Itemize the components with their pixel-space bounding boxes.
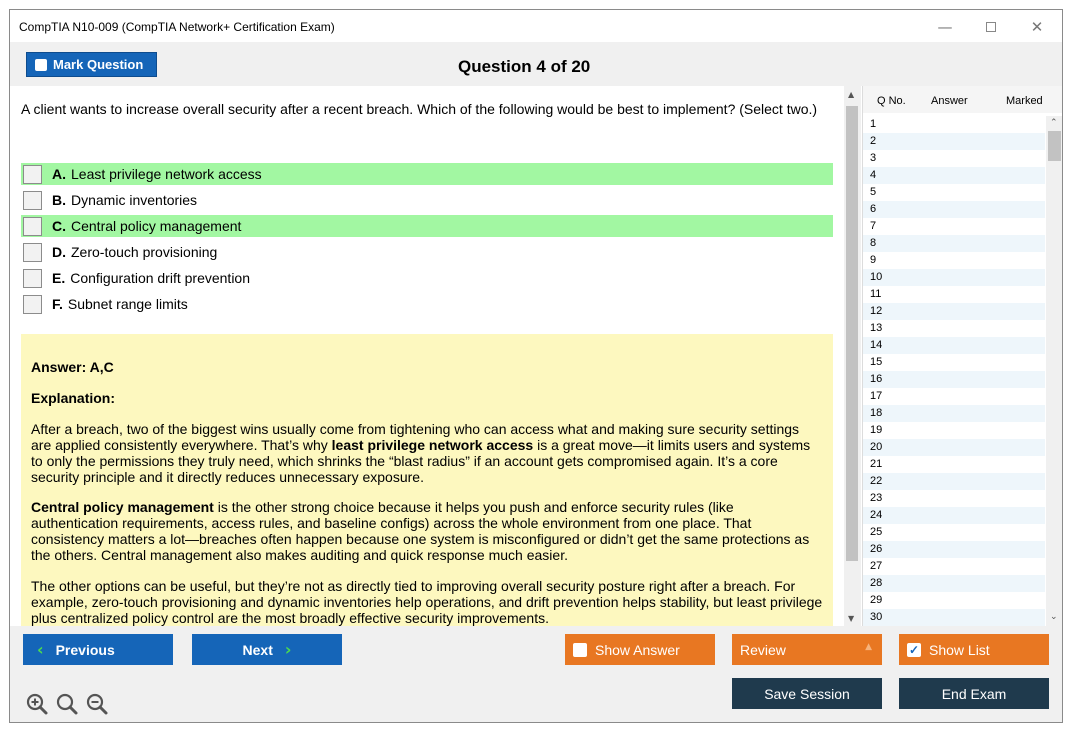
- checkbox-checked-icon: ✓: [908, 642, 920, 657]
- review-label: Review: [740, 641, 786, 658]
- question-list-rows: [863, 116, 1045, 626]
- question-list-row[interactable]: 23: [870, 492, 883, 504]
- minimize-icon: —: [937, 18, 953, 36]
- choice-b[interactable]: [21, 189, 833, 211]
- choice-text: Subnet range limits: [67, 296, 188, 312]
- question-list-row[interactable]: 21: [870, 458, 883, 470]
- question-list-row[interactable]: 3: [870, 152, 877, 164]
- question-list-row[interactable]: 6: [863, 201, 1045, 218]
- choice-checkbox[interactable]: [23, 191, 42, 210]
- choice-text: Dynamic inventories: [71, 192, 198, 208]
- choice-letter: E.: [52, 270, 66, 286]
- choice-letter: C.: [52, 218, 66, 234]
- question-list-row[interactable]: 16: [863, 371, 1045, 388]
- question-list-row[interactable]: 7: [870, 220, 877, 232]
- explanation-panel: [21, 334, 833, 626]
- question-list-header: [863, 86, 1063, 113]
- question-list-row[interactable]: 5: [870, 186, 877, 198]
- chevron-right-icon: ›: [284, 640, 292, 659]
- choice-f[interactable]: [21, 293, 833, 315]
- scroll-down-icon[interactable]: ▼: [848, 614, 855, 623]
- choice-letter: D.: [52, 244, 66, 260]
- show-answer-label: Show Answer: [595, 641, 680, 658]
- choice-checkbox[interactable]: [23, 243, 42, 262]
- choice-checkbox[interactable]: [23, 295, 42, 314]
- question-list-row[interactable]: 9: [870, 254, 877, 266]
- close-icon: ✕: [1030, 18, 1044, 36]
- show-answer-button[interactable]: [565, 634, 715, 665]
- question-list-row[interactable]: 30: [863, 609, 1045, 626]
- choice-d[interactable]: [21, 241, 833, 263]
- choice-text: Central policy management: [71, 218, 242, 234]
- exam-window: [9, 9, 1063, 723]
- question-list-row[interactable]: 29: [870, 594, 883, 606]
- question-text: A client wants to increase overall security after a recent breach. Which of the following would be best to implement? (Select two.): [21, 101, 818, 117]
- checkbox-icon: [35, 59, 47, 71]
- explanation-paragraph-1: [31, 421, 823, 485]
- choice-checkbox[interactable]: [23, 269, 42, 288]
- save-session-button[interactable]: [732, 678, 882, 709]
- zoom-reset-icon[interactable]: [55, 692, 79, 716]
- text-run: After a breach, two of the biggest wins usually come from tightening who can access what and making sure security settings are applied consistently everywhere. That’s why: [31, 421, 800, 453]
- question-list-row[interactable]: 22: [863, 473, 1045, 490]
- mark-question-label: Mark Question: [53, 57, 144, 72]
- column-answer: Answer: [931, 95, 968, 107]
- question-list-row[interactable]: 19: [870, 424, 883, 436]
- question-list-row[interactable]: 2: [863, 133, 1045, 150]
- choice-letter: B.: [52, 192, 66, 208]
- choice-checkbox[interactable]: [23, 165, 42, 184]
- bottom-toolbar: [10, 626, 1062, 723]
- maximize-icon: [986, 22, 996, 32]
- show-list-label: Show List: [929, 641, 990, 658]
- question-list-row[interactable]: 4: [863, 167, 1045, 184]
- question-list-row[interactable]: 24: [863, 507, 1045, 524]
- bold-run: Central policy management: [31, 499, 214, 515]
- previous-button[interactable]: [23, 634, 173, 665]
- question-list-row[interactable]: 26: [863, 541, 1045, 558]
- choice-e[interactable]: [21, 267, 833, 289]
- bold-run: least privilege network access: [331, 437, 534, 453]
- explanation-heading: Explanation:: [31, 390, 116, 406]
- question-list-row[interactable]: 25: [870, 526, 883, 538]
- question-list-row[interactable]: 15: [870, 356, 883, 368]
- choice-checkbox[interactable]: [23, 217, 42, 236]
- scroll-thumb[interactable]: [1048, 131, 1061, 161]
- zoom-in-icon[interactable]: [25, 692, 49, 716]
- question-list-scrollbar[interactable]: [1046, 116, 1063, 626]
- question-header: [10, 42, 1062, 86]
- choice-text: Zero-touch provisioning: [71, 244, 218, 260]
- question-list-row[interactable]: 12: [863, 303, 1045, 320]
- end-exam-label: End Exam: [941, 685, 1007, 702]
- question-list-row[interactable]: 28: [863, 575, 1045, 592]
- choice-a[interactable]: [21, 163, 833, 185]
- choice-letter: F.: [52, 296, 63, 312]
- title-bar: [10, 10, 1062, 42]
- column-marked: Marked: [1006, 95, 1043, 107]
- question-list-row[interactable]: 18: [863, 405, 1045, 422]
- chevron-left-icon: ‹: [37, 640, 44, 659]
- scroll-down-icon[interactable]: ⌄: [1050, 612, 1058, 622]
- maximize-button[interactable]: [968, 14, 1014, 40]
- previous-label: Previous: [55, 641, 115, 658]
- text-run: is the other strong choice because it helps you push and enforce security rules (like authentication requirements, access rules, and baseline configs) across the whole environment from one place. That consistency matters a lot—breaches often happen because one system is misconfigured or didn’t get the same protections as the others. Central management also makes auditing and quick response much easier.: [31, 499, 810, 563]
- zoom-out-icon[interactable]: [85, 692, 109, 716]
- explanation-paragraph-2: [31, 499, 823, 563]
- caret-up-icon: ▲: [865, 642, 872, 652]
- save-session-label: Save Session: [764, 685, 850, 702]
- question-list-row[interactable]: 13: [870, 322, 883, 334]
- content-scrollbar[interactable]: [844, 86, 861, 626]
- checkbox-icon: [573, 643, 587, 657]
- show-list-button[interactable]: [899, 634, 1049, 665]
- question-list-row[interactable]: 11: [870, 288, 882, 300]
- review-dropdown[interactable]: [732, 634, 882, 665]
- question-list-row[interactable]: 17: [870, 390, 883, 402]
- scroll-up-icon[interactable]: ▲: [848, 90, 855, 99]
- end-exam-button[interactable]: [899, 678, 1049, 709]
- question-pane: [10, 86, 844, 626]
- scroll-up-icon[interactable]: ⌃: [1050, 118, 1058, 128]
- question-list-panel: [862, 86, 1062, 626]
- mark-question-button[interactable]: [26, 52, 157, 77]
- minimize-button[interactable]: [922, 14, 968, 40]
- close-button[interactable]: [1014, 14, 1060, 40]
- choice-letter: A.: [52, 166, 66, 182]
- text-run: is a great move—it limits users and systems to only the permissions they truly need, which shrinks the “blast radius” if an account gets compromised again. It’s a core security principle and it directly reduces unnecessary exposure.: [31, 437, 811, 485]
- choice-text: Least privilege network access: [71, 166, 262, 182]
- scroll-thumb[interactable]: [846, 106, 858, 561]
- question-list-row[interactable]: 14: [863, 337, 1045, 354]
- next-label: Next: [242, 641, 273, 658]
- explanation-paragraph-3: The other options can be useful, but they’re not as directly tied to improving overall security posture right after a breach. For example, zero-touch provisioning and dynamic inventories help operations, and drift prevention helps stability, but least privilege plus centralized policy control are the most broadly effective security improvements.: [31, 578, 823, 626]
- window-title: CompTIA N10-009 (CompTIA Network+ Certification Exam): [19, 20, 335, 34]
- question-list-row[interactable]: 20: [863, 439, 1045, 456]
- question-list-row[interactable]: 8: [863, 235, 1045, 252]
- answer-key: Answer: A,C: [31, 359, 114, 375]
- question-list-row[interactable]: 10: [863, 269, 1045, 286]
- question-counter: Question 4 of 20: [458, 57, 591, 76]
- next-button[interactable]: [192, 634, 342, 665]
- choice-c[interactable]: [21, 215, 833, 237]
- column-qno: Q No.: [877, 95, 906, 107]
- question-list-row[interactable]: 1: [870, 118, 877, 130]
- choice-text: Configuration drift prevention: [70, 270, 251, 286]
- question-list-row[interactable]: 27: [870, 560, 883, 572]
